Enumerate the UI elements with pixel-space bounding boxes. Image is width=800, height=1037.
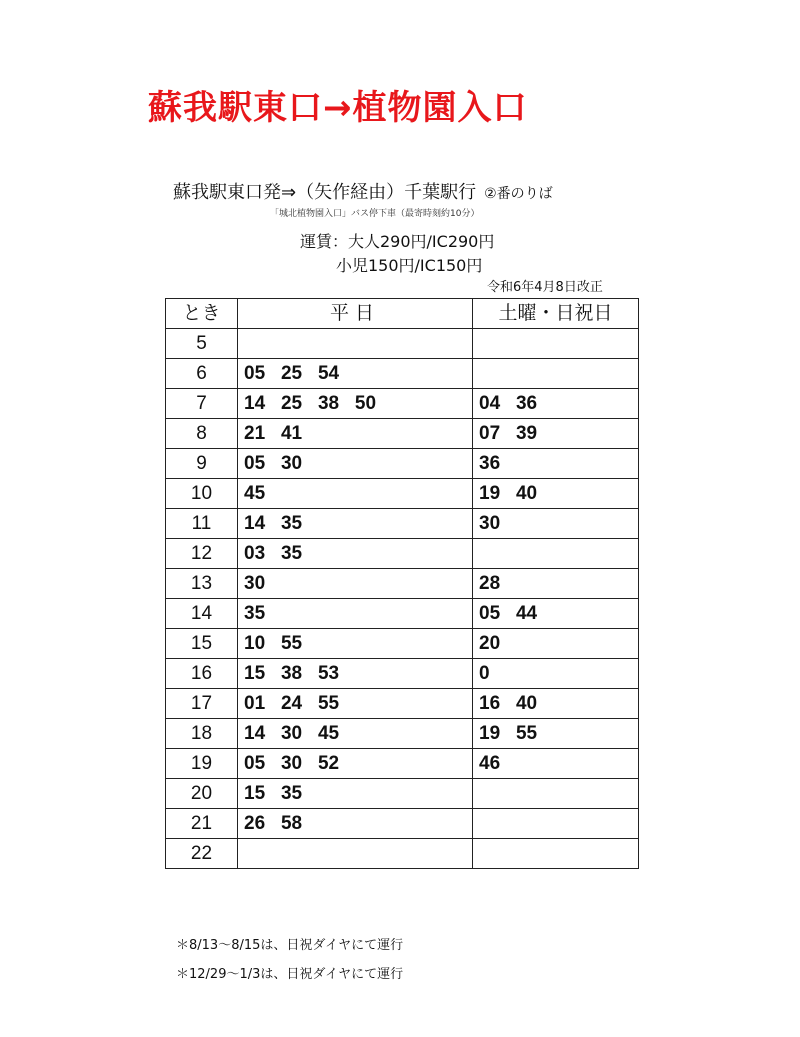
table-row [166, 839, 639, 869]
holiday-times-cell [473, 809, 639, 839]
table-row [166, 539, 639, 569]
hour-cell: 22 [166, 839, 238, 869]
holiday-times-cell [473, 539, 639, 569]
table-row [166, 329, 639, 359]
holiday-times-cell: 46 [473, 749, 639, 779]
holiday-times-cell: 05 44 [473, 599, 639, 629]
table-row [166, 569, 639, 599]
table-row [166, 779, 639, 809]
weekday-times-cell: 05 30 [238, 449, 473, 479]
revision-date: 令和6年4月8日改正 [487, 280, 603, 295]
table-row [166, 689, 639, 719]
holiday-times-cell [473, 359, 639, 389]
table-row [166, 809, 639, 839]
table-row [166, 419, 639, 449]
weekday-times-cell: 35 [238, 599, 473, 629]
hour-cell: 11 [166, 509, 238, 539]
weekday-times-cell: 15 38 53 [238, 659, 473, 689]
hour-cell: 18 [166, 719, 238, 749]
holiday-times-cell: 19 40 [473, 479, 639, 509]
timetable-header-row [166, 299, 639, 329]
hour-cell: 7 [166, 389, 238, 419]
fare-adult: 運賃：大人290円/IC290円 [300, 232, 495, 251]
holiday-times-cell: 19 55 [473, 719, 639, 749]
table-row [166, 509, 639, 539]
table-row [166, 449, 639, 479]
table-row [166, 659, 639, 689]
header-holiday: 土曜・日祝日 [473, 299, 639, 329]
footnote-obon: ＊8/13～8/15は、日祝ダイヤにて運行 [176, 938, 404, 953]
weekday-times-cell: 26 58 [238, 809, 473, 839]
hour-cell: 8 [166, 419, 238, 449]
fare-child: 小児150円/IC150円 [336, 256, 483, 275]
holiday-times-cell: 16 40 [473, 689, 639, 719]
hour-cell: 5 [166, 329, 238, 359]
holiday-times-cell: 30 [473, 509, 639, 539]
alight-note: 「城北植物園入口」バス停下車（最寄時刻約10分） [270, 209, 480, 219]
holiday-times-cell: 07 39 [473, 419, 639, 449]
weekday-times-cell [238, 329, 473, 359]
hour-cell: 6 [166, 359, 238, 389]
platform-label: ②番のりば [484, 186, 553, 202]
holiday-times-cell [473, 329, 639, 359]
holiday-times-cell [473, 779, 639, 809]
hour-cell: 16 [166, 659, 238, 689]
holiday-times-cell: 20 [473, 629, 639, 659]
weekday-times-cell: 45 [238, 479, 473, 509]
hour-cell: 21 [166, 809, 238, 839]
table-row [166, 629, 639, 659]
hour-cell: 15 [166, 629, 238, 659]
weekday-times-cell: 01 24 55 [238, 689, 473, 719]
holiday-times-cell [473, 839, 639, 869]
weekday-times-cell: 14 35 [238, 509, 473, 539]
hour-cell: 19 [166, 749, 238, 779]
table-row [166, 749, 639, 779]
hour-cell: 14 [166, 599, 238, 629]
table-row [166, 599, 639, 629]
page-heading: 蘇我駅東口→植物園入口 [148, 88, 528, 128]
weekday-times-cell: 05 25 54 [238, 359, 473, 389]
hour-cell: 10 [166, 479, 238, 509]
holiday-times-cell: 28 [473, 569, 639, 599]
holiday-times-cell: 0 [473, 659, 639, 689]
hour-cell: 20 [166, 779, 238, 809]
weekday-times-cell: 30 [238, 569, 473, 599]
footnote-newyear: ＊12/29～1/3は、日祝ダイヤにて運行 [176, 967, 404, 982]
weekday-times-cell: 03 35 [238, 539, 473, 569]
hour-cell: 17 [166, 689, 238, 719]
hour-cell: 9 [166, 449, 238, 479]
header-weekday: 平日 [238, 299, 473, 329]
table-row [166, 359, 639, 389]
weekday-times-cell: 05 30 52 [238, 749, 473, 779]
weekday-times-cell: 21 41 [238, 419, 473, 449]
route-description [173, 178, 553, 204]
weekday-times-cell: 14 25 38 50 [238, 389, 473, 419]
route-text: 蘇我駅東口発⇒（矢作経由）千葉駅行 [173, 182, 477, 203]
hour-cell: 12 [166, 539, 238, 569]
weekday-times-cell: 15 35 [238, 779, 473, 809]
hour-cell: 13 [166, 569, 238, 599]
table-row [166, 389, 639, 419]
weekday-times-cell: 14 30 45 [238, 719, 473, 749]
table-row [166, 719, 639, 749]
table-row [166, 479, 639, 509]
weekday-times-cell: 10 55 [238, 629, 473, 659]
holiday-times-cell: 36 [473, 449, 639, 479]
timetable [165, 298, 639, 869]
header-hour: とき [166, 299, 238, 329]
weekday-times-cell [238, 839, 473, 869]
holiday-times-cell: 04 36 [473, 389, 639, 419]
